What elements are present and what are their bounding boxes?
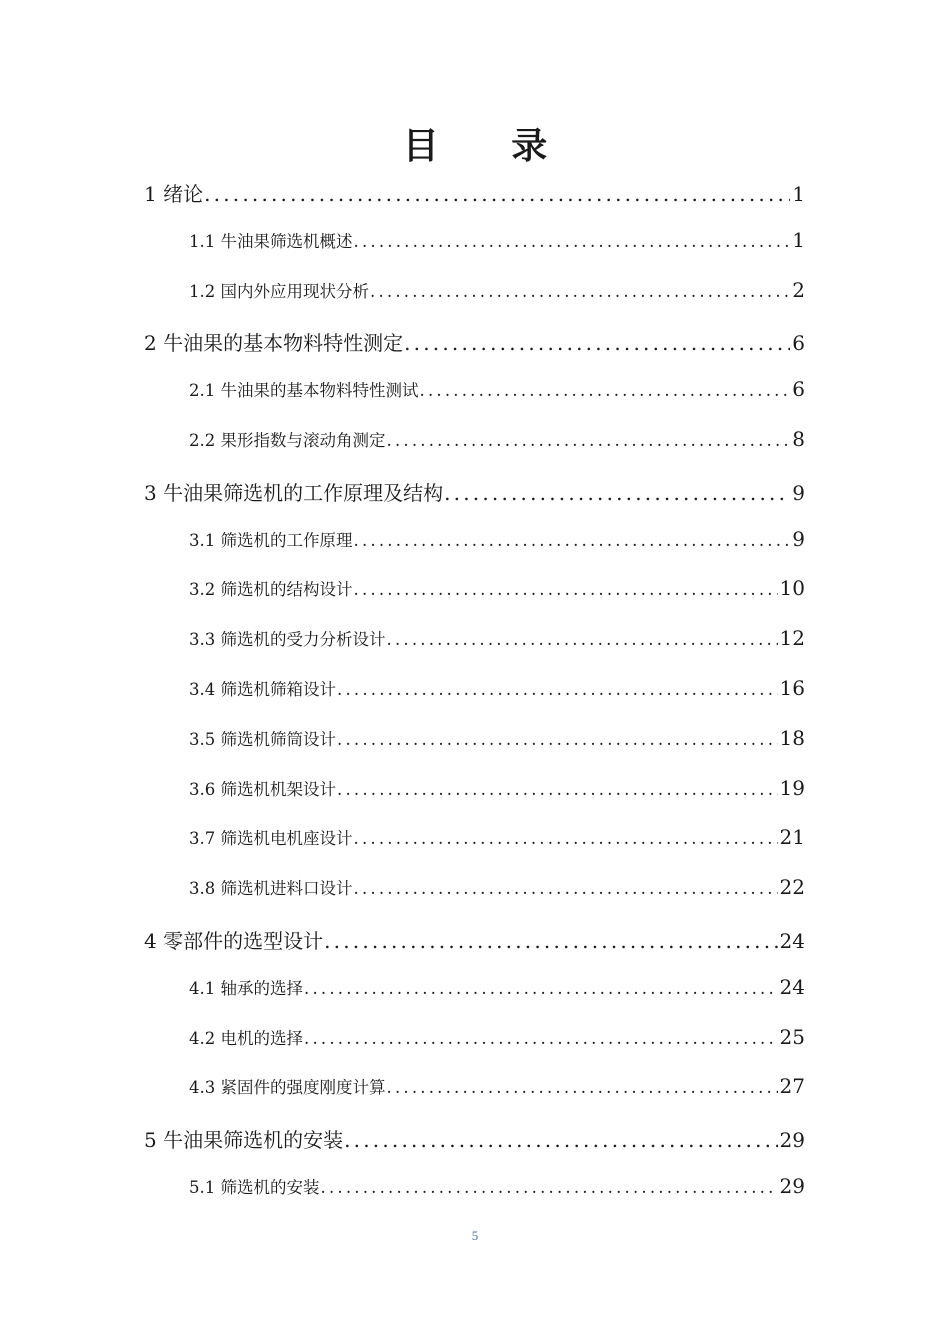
toc-section-entry[interactable]	[189, 626, 805, 650]
toc-entry-title: 1 绪论	[144, 182, 204, 206]
toc-entry-title: 2 牛油果的基本物料特性测定	[144, 331, 404, 356]
toc-section-entry[interactable]	[189, 1074, 805, 1098]
toc-entry-page: 24	[779, 974, 805, 999]
toc-dot-leader	[354, 829, 778, 848]
toc-entry-page: 2	[792, 277, 805, 302]
toc-entry-page: 6	[792, 377, 805, 402]
toc-chapter-entry[interactable]	[144, 925, 805, 954]
toc-section-entry[interactable]	[189, 278, 805, 302]
toc-dot-leader	[344, 1128, 777, 1152]
toc-entry-page: 1	[792, 182, 805, 206]
toc-chapter-entry[interactable]	[144, 327, 805, 356]
toc-entry-page: 8	[792, 427, 805, 451]
toc-dot-leader	[387, 1078, 778, 1097]
toc-section-entry[interactable]	[189, 377, 805, 401]
toc-entry-title: 4.1 轴承的选择	[189, 978, 303, 998]
toc-dot-leader	[354, 531, 791, 550]
toc-entry-title: 5 牛油果筛选机的安装	[144, 1128, 344, 1153]
toc-section-entry[interactable]	[189, 1025, 805, 1049]
toc-section-entry[interactable]	[189, 676, 805, 700]
toc-entry-title: 4.3 紧固件的强度刚度计算	[189, 1078, 386, 1098]
toc-entry-page: 16	[779, 676, 805, 700]
toc-entry-page: 9	[792, 480, 805, 505]
toc-entry-title: 3.2 筛选机的结构设计	[189, 580, 353, 600]
toc-dot-leader	[404, 331, 790, 355]
toc-dot-leader	[304, 979, 778, 998]
toc-entry-page: 19	[779, 775, 805, 800]
toc-entry-page: 25	[779, 1024, 805, 1049]
toc-dot-leader	[354, 580, 778, 599]
toc-dot-leader	[204, 182, 790, 206]
toc-entry-page: 29	[779, 1174, 805, 1198]
toc-section-entry[interactable]	[189, 527, 805, 551]
toc-dot-leader	[387, 630, 778, 649]
toc-entry-title: 3.6 筛选机机架设计	[189, 779, 336, 799]
toc-section-entry[interactable]	[189, 1174, 805, 1198]
toc-dot-leader	[324, 929, 777, 953]
toc-entry-page: 6	[792, 331, 805, 356]
toc-entry-title: 2.1 牛油果的基本物料特性测试	[189, 381, 419, 401]
toc-entry-page: 21	[779, 825, 805, 850]
toc-dot-leader	[337, 680, 778, 699]
toc-entry-page: 18	[779, 725, 805, 750]
toc-chapter-entry[interactable]	[144, 1124, 805, 1153]
toc-dot-leader	[337, 780, 778, 799]
toc-entry-page: 10	[779, 576, 805, 601]
toc-entry-title: 3.3 筛选机的受力分析设计	[189, 630, 386, 650]
toc-dot-leader	[354, 232, 791, 251]
toc-section-entry[interactable]	[189, 875, 805, 899]
toc-entry-title: 3.5 筛选机筛筒设计	[189, 729, 336, 749]
toc-dot-leader	[387, 431, 791, 450]
toc-entry-title: 3.8 筛选机进料口设计	[189, 879, 353, 899]
toc-dot-leader	[304, 1029, 778, 1048]
toc-section-entry[interactable]	[189, 776, 805, 800]
toc-dot-leader	[444, 481, 790, 505]
toc-dot-leader	[337, 730, 778, 749]
page-title: 目 录	[402, 126, 578, 167]
toc-section-entry[interactable]	[189, 427, 805, 451]
toc-entry-page: 22	[779, 875, 805, 900]
toc-entry-title: 1.1 牛油果筛选机概述	[189, 231, 353, 251]
toc-dot-leader	[370, 282, 790, 301]
toc-section-entry[interactable]	[189, 228, 805, 252]
toc-chapter-entry[interactable]	[144, 178, 805, 207]
toc-dot-leader	[354, 879, 778, 898]
toc-section-entry[interactable]	[189, 825, 805, 849]
toc-entry-title: 3.7 筛选机电机座设计	[189, 829, 353, 849]
toc-entry-title: 3.4 筛选机筛箱设计	[189, 680, 336, 699]
toc-entry-title: 5.1 筛选机的安装	[189, 1178, 320, 1197]
toc-entry-page: 1	[792, 227, 805, 252]
toc-dot-leader	[420, 381, 791, 400]
toc-entry-title: 3.1 筛选机的工作原理	[189, 530, 353, 550]
toc-entry-page: 24	[779, 929, 805, 953]
toc-section-entry[interactable]	[189, 726, 805, 750]
toc-entry-title: 4 零部件的选型设计	[144, 929, 324, 953]
toc-entry-title: 3 牛油果筛选机的工作原理及结构	[144, 480, 444, 505]
toc-entry-title: 4.2 电机的选择	[189, 1028, 303, 1048]
page-number: 5	[471, 1228, 479, 1243]
toc-entry-title: 1.2 国内外应用现状分析	[189, 281, 369, 301]
toc-dot-leader	[321, 1178, 778, 1197]
toc-entry-page: 9	[792, 526, 805, 551]
toc-entry-page: 29	[779, 1128, 805, 1153]
toc-entry-page: 27	[779, 1074, 805, 1099]
toc-section-entry[interactable]	[189, 576, 805, 600]
toc-entry-title: 2.2 果形指数与滚动角测定	[189, 431, 386, 450]
toc-chapter-entry[interactable]	[144, 477, 805, 506]
toc-entry-page: 12	[779, 626, 805, 651]
toc-section-entry[interactable]	[189, 975, 805, 999]
